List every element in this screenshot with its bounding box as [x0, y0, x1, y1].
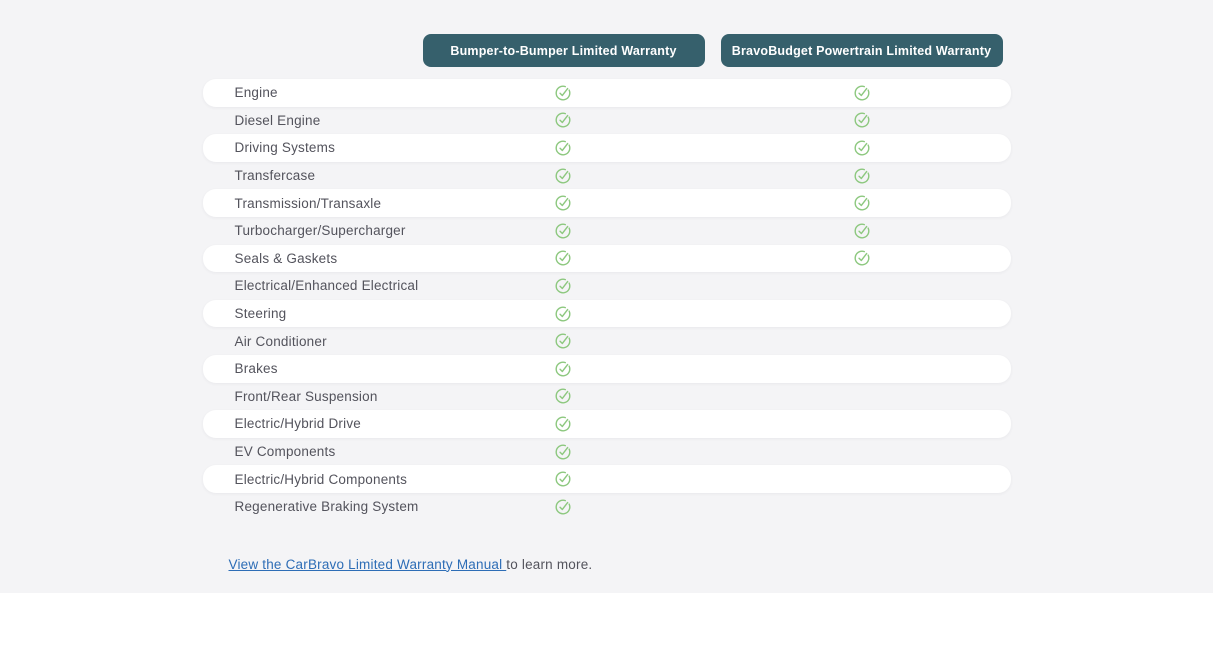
table-row — [203, 107, 1011, 135]
table-row — [203, 355, 1011, 383]
check-circle-icon — [554, 471, 571, 488]
check-circle-icon — [554, 195, 571, 212]
check-circle-icon — [853, 139, 870, 156]
table-row — [203, 383, 1011, 411]
row-label: Front/Rear Suspension — [234, 388, 378, 404]
row-label: Driving Systems — [234, 140, 336, 156]
table-row — [203, 79, 1011, 107]
row-label: Regenerative Braking System — [234, 499, 419, 515]
row-label: Electric/Hybrid Drive — [234, 416, 361, 432]
coverage-table — [203, 79, 1011, 521]
check-circle-icon — [853, 222, 870, 239]
check-circle-icon — [554, 277, 571, 294]
row-label: Transmission/Transaxle — [234, 195, 382, 211]
row-label: Air Conditioner — [234, 333, 327, 349]
check-circle-icon — [853, 250, 870, 267]
row-label: Brakes — [234, 361, 278, 377]
row-label: Turbocharger/Supercharger — [234, 223, 406, 239]
check-circle-icon — [554, 498, 571, 515]
warranty-comparison-content — [203, 34, 1011, 572]
column-header-powertrain-button[interactable]: BravoBudget Powertrain Limited Warranty — [721, 34, 1003, 67]
check-circle-icon — [554, 167, 571, 184]
row-label: Diesel Engine — [234, 112, 321, 128]
table-row — [203, 162, 1011, 190]
table-row — [203, 300, 1011, 328]
check-circle-icon — [554, 415, 571, 432]
check-circle-icon — [554, 305, 571, 322]
warranty-manual-link[interactable]: View the CarBravo Limited Warranty Manual — [228, 556, 507, 572]
table-row — [203, 493, 1011, 521]
check-circle-icon — [554, 84, 571, 101]
check-circle-icon — [554, 443, 571, 460]
check-circle-icon — [554, 139, 571, 156]
table-row — [203, 189, 1011, 217]
table-row — [203, 327, 1011, 355]
row-label: Steering — [234, 306, 287, 322]
column-header-bumper-to-bumper-button[interactable]: Bumper-to-Bumper Limited Warranty — [423, 34, 705, 67]
check-circle-icon — [853, 167, 870, 184]
table-row — [203, 465, 1011, 493]
row-label: Transfercase — [234, 168, 316, 184]
check-circle-icon — [554, 360, 571, 377]
footer-suffix-text: to learn more. — [506, 556, 593, 572]
check-circle-icon — [554, 333, 571, 350]
table-row — [203, 134, 1011, 162]
check-circle-icon — [554, 250, 571, 267]
table-row — [203, 245, 1011, 273]
check-circle-icon — [853, 195, 870, 212]
check-circle-icon — [853, 112, 870, 129]
row-label: Electric/Hybrid Components — [234, 471, 408, 487]
footer-note — [229, 557, 1011, 572]
row-label: Engine — [234, 85, 278, 101]
check-circle-icon — [554, 388, 571, 405]
row-label: EV Components — [234, 444, 336, 460]
table-row — [203, 217, 1011, 245]
check-circle-icon — [853, 84, 870, 101]
check-circle-icon — [554, 112, 571, 129]
table-row — [203, 410, 1011, 438]
table-row — [203, 272, 1011, 300]
table-row — [203, 438, 1011, 466]
row-label: Electrical/Enhanced Electrical — [234, 278, 419, 294]
row-label: Seals & Gaskets — [234, 250, 338, 266]
check-circle-icon — [554, 222, 571, 239]
column-headers — [423, 34, 1011, 67]
